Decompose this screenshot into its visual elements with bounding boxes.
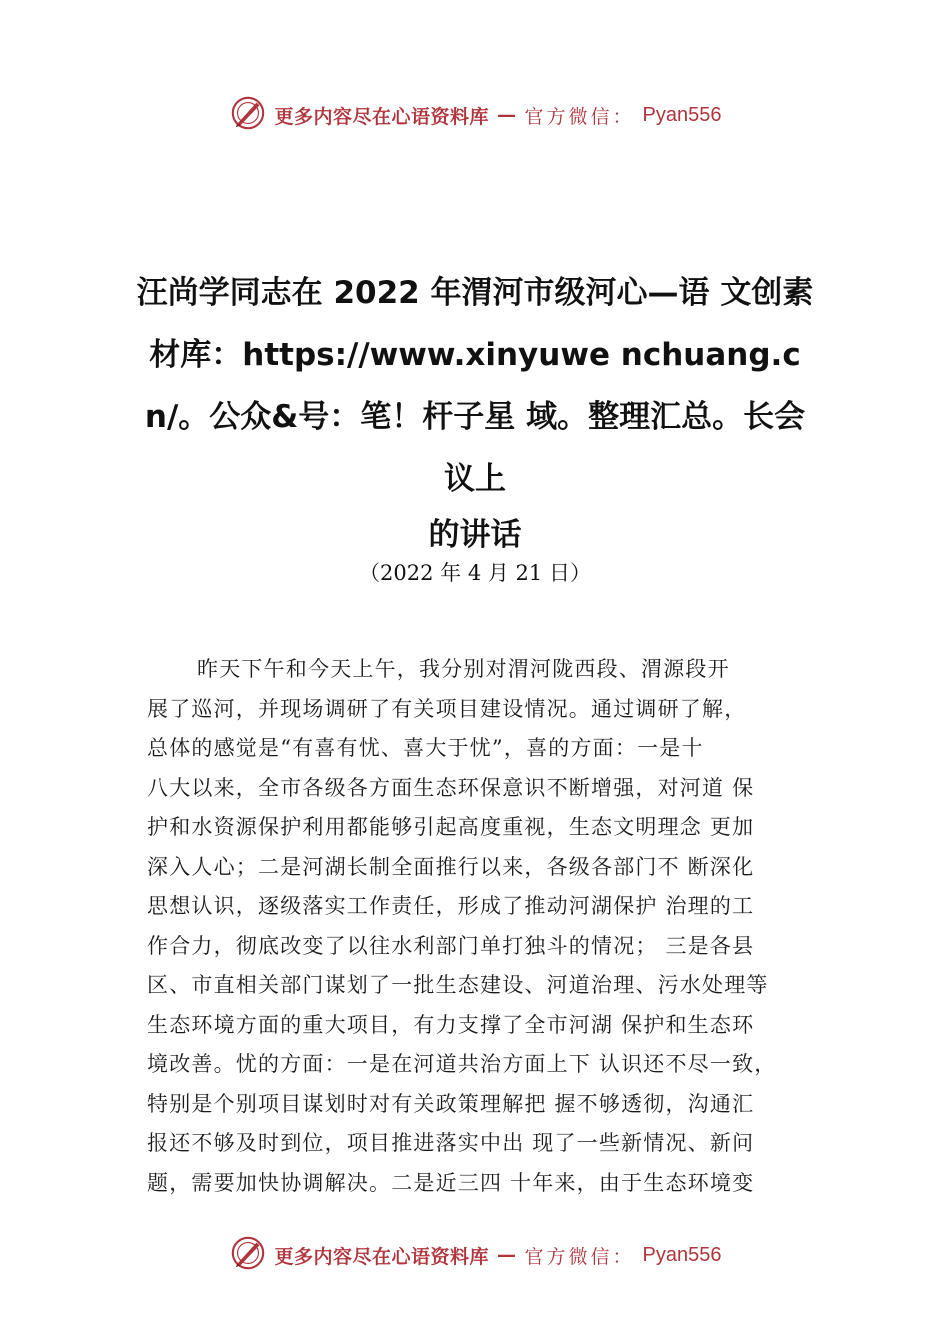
title-line: 文创素材库：https://www.xinyuwe — [149, 275, 814, 373]
banner-dash: — — [497, 104, 517, 126]
title-line: 的讲话 — [428, 517, 522, 553]
title-line: 汪尚学同志在 2022 年渭河市级河心—语 — [136, 275, 710, 311]
body-line: 深入人心；二是河湖长制全面推行以来，各级各部门不 断深化 — [147, 854, 755, 879]
banner-account: Pyan556 — [642, 103, 722, 126]
body-line: 区、市直相关部门谋划了一批生态建设、河道治理、污水处理等 — [147, 973, 769, 997]
banner-dash: — — [497, 1244, 517, 1266]
body-line: 生态环境方面的重大项目，有力支撑了全市河湖 保护和生态环 — [147, 1012, 755, 1037]
pen-logo-icon — [229, 1234, 267, 1276]
document-date: （2022 年 4 月 21 日） — [359, 561, 591, 585]
banner-label: 更多内容尽在心语资料库 — [274, 1245, 490, 1268]
body-line: 报还不够及时到位，项目推进落实中出 现了一些新情况、新问 — [147, 1131, 755, 1155]
banner-account: Pyan556 — [642, 1243, 722, 1266]
body-line: 题，需要加快协调解决。二是近三四 十年来，由于生态环境变 — [147, 1170, 755, 1195]
banner-wechat: 官方微信： — [524, 1245, 635, 1268]
body-paragraph — [147, 650, 839, 1203]
body-line: 总体的感觉是“有喜有忧、喜大于忧”，喜的方面：一是十 — [147, 736, 704, 760]
title-line: nchuang.cn/。公众&号：笔！杆子星 — [144, 337, 801, 435]
body-line: 昨天下午和今天上午，我分别对渭河陇西段、渭源段开 — [197, 657, 730, 681]
body-line: 作合力，彻底改变了以往水利部门单打独斗的情况； 三是各县 — [147, 933, 755, 958]
banner-wechat: 官方微信： — [524, 105, 635, 128]
document-title — [130, 262, 820, 560]
footer-banner — [0, 1234, 950, 1276]
body-line: 特别是个别项目谋划时对有关政策理解把 握不够透彻，沟通汇 — [147, 1091, 755, 1116]
body-line: 展了巡河，并现场调研了有关项目建设情况。通过调研了解， — [147, 696, 747, 721]
body-line: 护和水资源保护利用都能够引起高度重视，生态文明理念 更加 — [147, 815, 755, 839]
body-line: 八大以来，全市各级各方面生态环保意识不断增强，对河道 保 — [147, 775, 755, 800]
header-banner — [0, 94, 950, 136]
banner-label: 更多内容尽在心语资料库 — [274, 105, 490, 128]
title-line: 域。整理汇总。长会议上 — [444, 399, 806, 497]
body-line: 境改善。忧的方面：一是在河道共治方面上下 认识还不尽一致， — [147, 1052, 777, 1076]
pen-logo-icon — [229, 94, 267, 136]
body-line: 思想认识，逐级落实工作责任，形成了推动河湖保护 治理的工 — [147, 894, 755, 918]
